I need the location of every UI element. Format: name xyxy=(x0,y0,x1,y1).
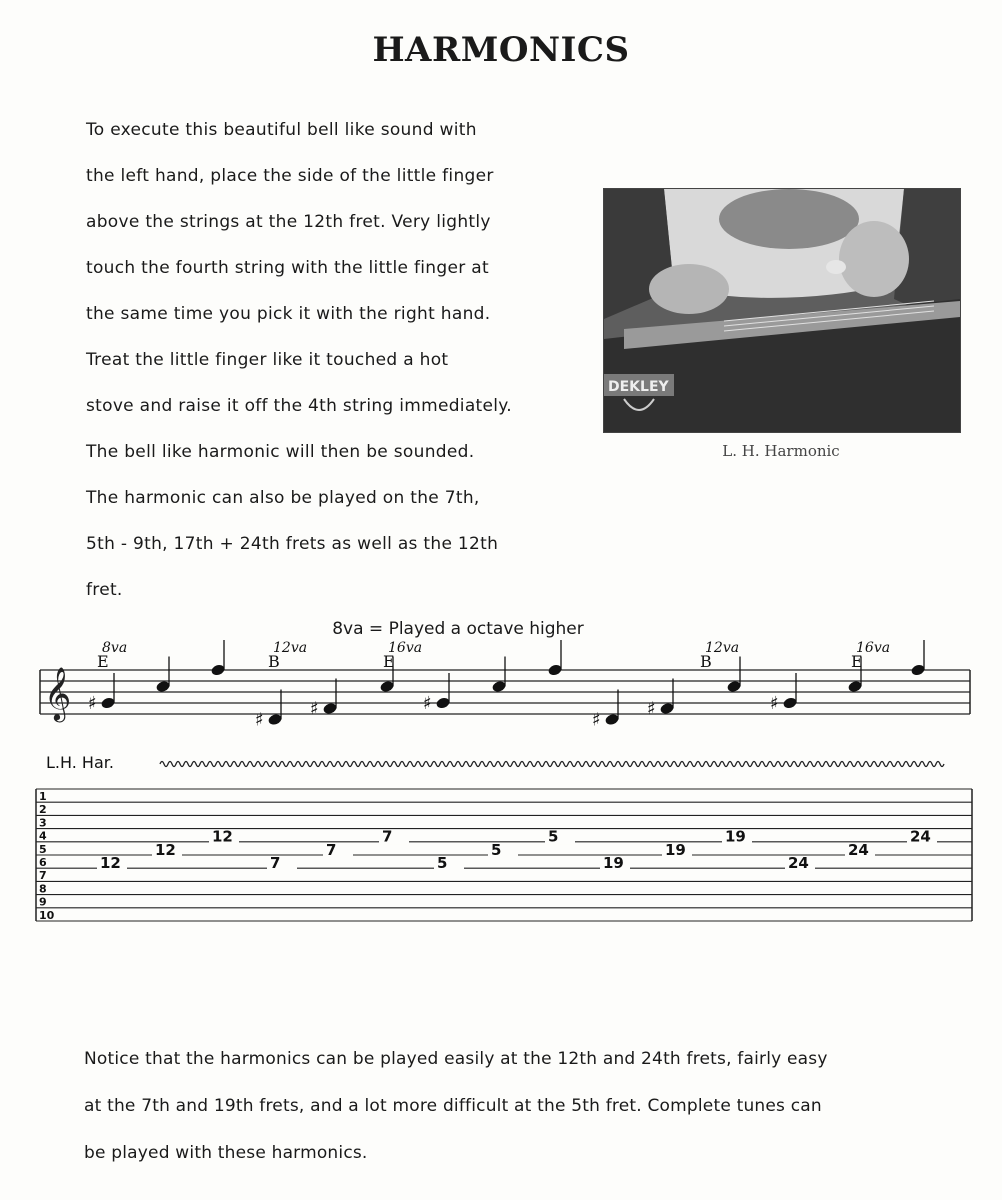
tab-fret-number: 19 xyxy=(665,840,686,859)
staff-note xyxy=(155,657,170,694)
intro-line: The bell like harmonic will then be sounded. xyxy=(86,442,475,462)
staff-note xyxy=(592,690,620,731)
string-number: 2 xyxy=(39,803,47,817)
harmonic-note-letter: E xyxy=(97,652,109,671)
tab-fret-number: 7 xyxy=(326,840,337,859)
page-title: HARMONICS xyxy=(372,30,630,70)
intro-line: touch the fourth string with the little finger at xyxy=(86,258,489,278)
staff-note xyxy=(547,640,562,677)
octave-marking: 12va xyxy=(273,640,308,656)
tab-fret-number: 24 xyxy=(788,854,809,872)
intro-line: The harmonic can also be played on the 7th, xyxy=(86,488,480,508)
octave-legend: 8va = Played a octave higher xyxy=(332,619,584,639)
staff-note xyxy=(726,657,741,694)
sharp-icon: ♯ xyxy=(255,709,264,731)
staff-note xyxy=(210,640,225,677)
string-number: 9 xyxy=(39,895,47,909)
tab-fret-number: 7 xyxy=(270,854,281,872)
harmonic-note-letter: B xyxy=(700,652,712,671)
sharp-icon: ♯ xyxy=(647,698,656,720)
photo-caption: L. H. Harmonic xyxy=(722,442,840,460)
sharp-icon: ♯ xyxy=(310,698,319,720)
intro-line: Treat the little finger like it touched a hot xyxy=(86,350,449,370)
staff-note xyxy=(770,673,798,714)
staff-note xyxy=(88,673,116,714)
sharp-icon: ♯ xyxy=(770,693,779,714)
string-number: 6 xyxy=(39,856,47,869)
string-number: 1 xyxy=(39,790,47,803)
tab-fret-number: 12 xyxy=(212,827,233,846)
string-number: 7 xyxy=(39,869,47,883)
harmonic-note-letter: E xyxy=(383,652,395,671)
string-number: 4 xyxy=(39,829,47,843)
octave-marking: 8va xyxy=(102,640,128,656)
tab-fret-number: 5 xyxy=(548,827,559,846)
harmonic-wavy-line xyxy=(160,762,944,767)
treble-clef-icon: 𝄞 xyxy=(44,666,72,720)
closing-line: at the 7th and 19th frets, and a lot more difficult at the 5th fret. Complete tunes can xyxy=(84,1096,822,1116)
intro-line: 5th - 9th, 17th + 24th frets as well as the 12th xyxy=(86,534,499,554)
intro-line: the same time you pick it with the right hand. xyxy=(86,304,491,324)
intro-line: stove and raise it off the 4th string immediately. xyxy=(86,396,512,416)
closing-line: Notice that the harmonics can be played easily at the 12th and 24th frets, fairly easy xyxy=(84,1049,828,1069)
technique-label: L.H. Har. xyxy=(46,753,114,772)
tab-fret-number: 12 xyxy=(155,840,176,859)
tab-fret-number: 7 xyxy=(382,827,393,846)
string-number: 3 xyxy=(39,816,47,830)
intro-line: To execute this beautiful bell like sound with xyxy=(86,120,477,140)
staff-note xyxy=(491,657,506,694)
closing-paragraph xyxy=(84,1046,964,1187)
harmonic-note-letter: B xyxy=(268,652,280,671)
tab-fret-number: 12 xyxy=(100,854,121,872)
octave-marking: 16va xyxy=(388,640,423,656)
staff-note xyxy=(310,679,338,720)
intro-line: the left hand, place the side of the little finger xyxy=(86,166,494,186)
staff-note xyxy=(647,679,675,720)
tab-fret-number: 24 xyxy=(848,840,869,859)
staff-note xyxy=(910,640,925,677)
staff-note xyxy=(423,673,451,714)
octave-marking: 16va xyxy=(856,640,891,656)
harmonic-note-letter: E xyxy=(851,652,863,671)
octave-marking: 12va xyxy=(705,640,740,656)
string-number: 8 xyxy=(39,882,47,896)
string-number: 5 xyxy=(39,842,47,856)
sharp-icon: ♯ xyxy=(423,693,432,714)
tab-fret-number: 5 xyxy=(491,840,502,859)
tab-fret-number: 24 xyxy=(910,827,931,846)
sharp-icon: ♯ xyxy=(88,693,97,714)
tab-fret-number: 5 xyxy=(437,854,448,872)
tab-fret-number: 19 xyxy=(603,854,624,872)
sharp-icon: ♯ xyxy=(592,709,601,731)
staff-note xyxy=(255,690,283,731)
intro-line: fret. xyxy=(86,580,123,600)
closing-line: be played with these harmonics. xyxy=(84,1143,368,1163)
pedal-steel-brand-label: DEKLEY xyxy=(608,379,669,395)
tab-fret-number: 19 xyxy=(725,827,746,846)
intro-line: above the strings at the 12th fret. Very lightly xyxy=(86,212,491,232)
string-number: 10 xyxy=(39,908,55,922)
